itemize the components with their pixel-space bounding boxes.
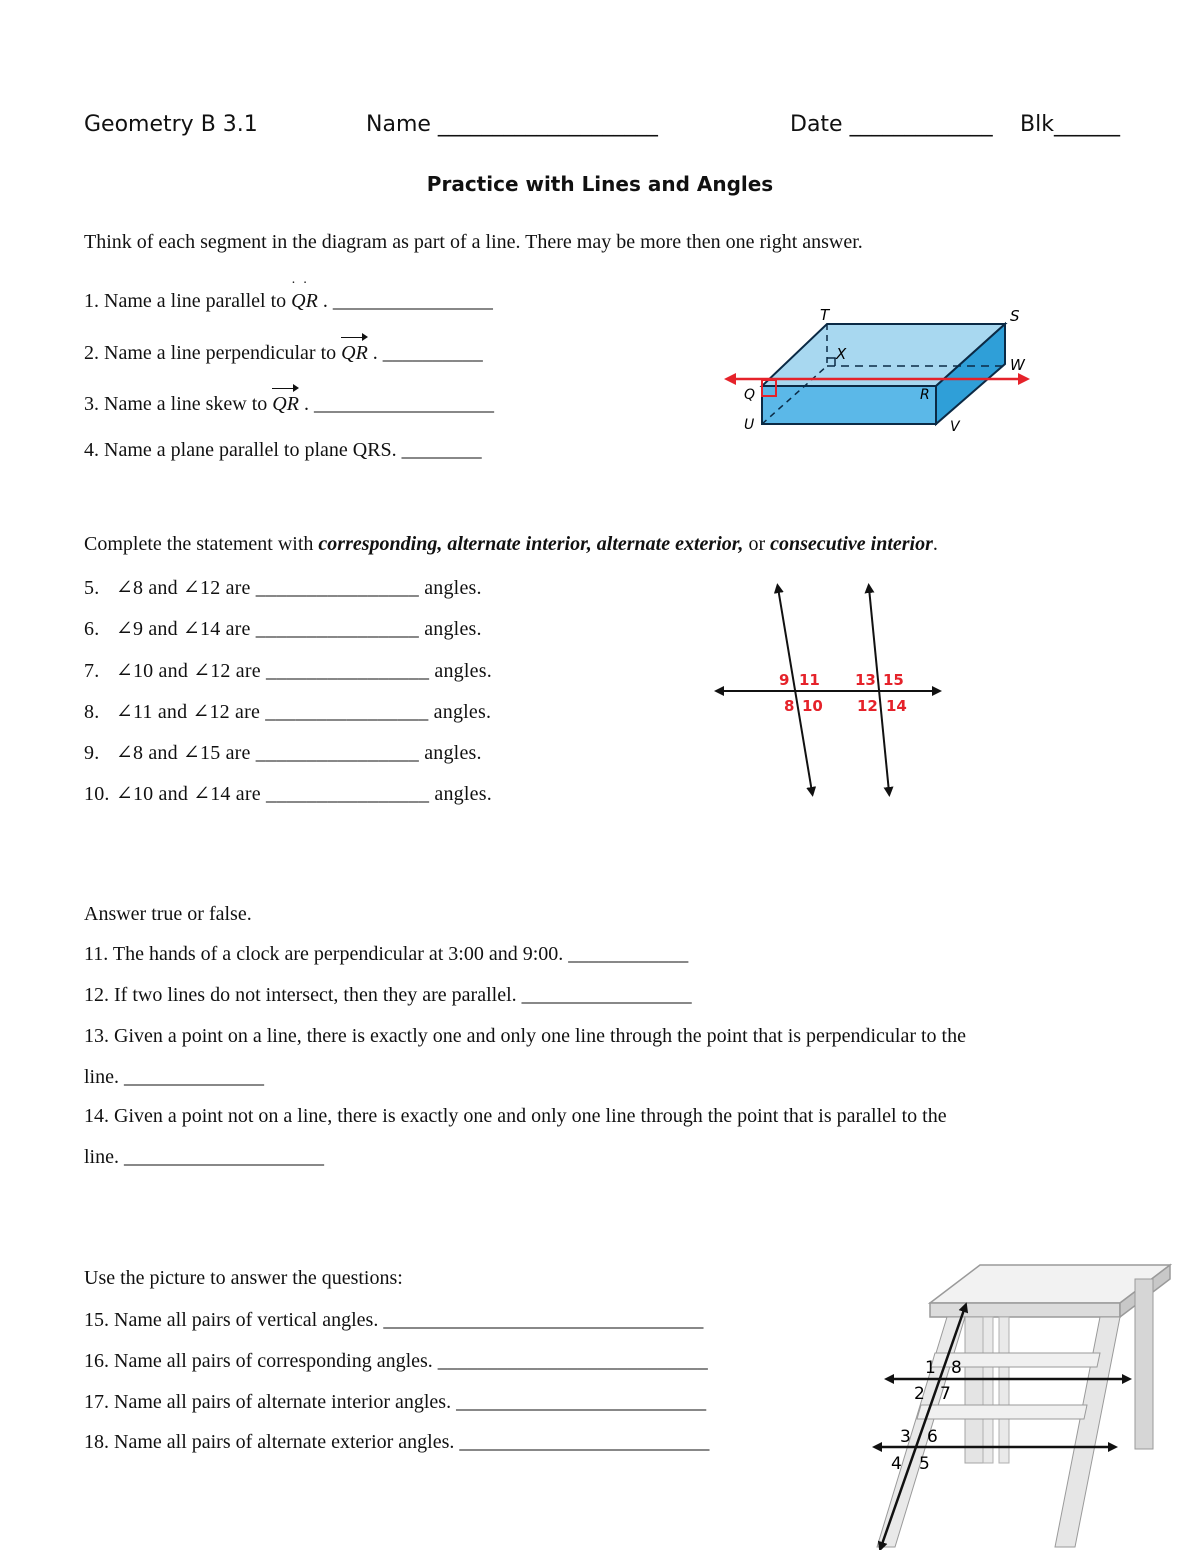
line-qr-arrow-left xyxy=(724,373,736,385)
label-s: S xyxy=(1010,307,1020,325)
q2-prefix: 2. Name a line perpendicular to xyxy=(84,342,342,364)
section2-instruction xyxy=(84,533,938,556)
q7-text: ∠10 and ∠12 are ________________ angles. xyxy=(116,660,492,682)
question-14-line1: 14. Given a point not on a line, there is exactly one and only one line through the point that is parallel to the xyxy=(84,1105,947,1127)
section3-instruction: Answer true or false. xyxy=(84,903,252,925)
stool-angle-4: 4 xyxy=(891,1454,902,1474)
stool-back-leg-left xyxy=(965,1317,983,1463)
q3-symbol: QR xyxy=(272,393,299,415)
label-w: W xyxy=(1010,356,1025,374)
stool-angle-5: 5 xyxy=(919,1454,930,1474)
question-18: 18. Name all pairs of alternate exterior angles. _________________________ xyxy=(84,1431,710,1453)
stool-angle-7: 7 xyxy=(940,1384,951,1404)
question-17: 17. Name all pairs of alternate interior angles. _________________________ xyxy=(84,1391,707,1413)
angle-label-8: 8 xyxy=(784,697,795,715)
question-13-line1: 13. Given a point on a line, there is exactly one and only one line through the point that is perpendicular to the xyxy=(84,1025,966,1047)
q1-symbol: QR · · xyxy=(291,290,318,313)
blk-field[interactable]: Blk______ xyxy=(1020,112,1120,137)
instruction-last-term: consecutive interior xyxy=(770,533,933,555)
course-label: Geometry B 3.1 xyxy=(84,112,258,137)
stool-transversal xyxy=(881,1307,965,1547)
label-x: X xyxy=(836,345,847,363)
question-12: 12. If two lines do not intersect, then they are parallel. _________________ xyxy=(84,984,692,1006)
question-8 xyxy=(84,699,491,724)
label-v: V xyxy=(950,419,960,435)
stool-diagram xyxy=(865,1255,1185,1550)
q6-text: ∠9 and ∠14 are ________________ angles. xyxy=(116,618,482,640)
transversal-diagram xyxy=(705,578,950,803)
label-q: Q xyxy=(744,387,756,403)
question-16: 16. Name all pairs of corresponding angles. ___________________________ xyxy=(84,1350,708,1372)
q3-prefix: 3. Name a line skew to xyxy=(84,393,273,415)
label-r: R xyxy=(920,387,930,403)
instruction-prefix: Complete the statement with xyxy=(84,533,319,555)
question-14-line2: line. ____________________ xyxy=(84,1146,324,1168)
stool-slat-1 xyxy=(983,1317,993,1463)
angle-label-15: 15 xyxy=(883,671,904,689)
question-2 xyxy=(84,342,483,365)
stool-angle-1: 1 xyxy=(925,1358,936,1378)
line-qr-arrow-right xyxy=(1018,373,1030,385)
q8-number: 8. xyxy=(84,701,100,723)
section1-instruction: Think of each segment in the diagram as part of a line. There may be more then one right answer. xyxy=(84,231,863,253)
instruction-or: or xyxy=(743,533,771,555)
q1-suffix: . ________________ xyxy=(317,290,493,312)
stool-back-leg-right xyxy=(1135,1279,1153,1449)
stool-slat-2 xyxy=(999,1317,1009,1463)
q9-number: 9. xyxy=(84,742,100,764)
angle-label-11: 11 xyxy=(799,671,820,689)
angle-label-14: 14 xyxy=(886,697,907,715)
instruction-end: . xyxy=(932,533,938,555)
angle-label-12: 12 xyxy=(857,697,878,715)
name-field[interactable]: Name ____________________ xyxy=(366,112,658,137)
q5-number: 5. xyxy=(84,577,100,599)
q1-prefix: 1. Name a line parallel to xyxy=(84,290,292,312)
question-3 xyxy=(84,393,494,416)
question-6 xyxy=(84,616,482,641)
angle-label-9: 9 xyxy=(779,671,790,689)
label-u: U xyxy=(744,417,755,433)
stool-rung-lower xyxy=(917,1405,1087,1419)
q7-number: 7. xyxy=(84,660,100,682)
box-front-face xyxy=(762,386,936,424)
question-11: 11. The hands of a clock are perpendicular at 3:00 and 9:00. ____________ xyxy=(84,943,689,965)
q2-symbol: QR xyxy=(341,342,368,364)
stool-angle-8: 8 xyxy=(951,1358,962,1378)
stool-front-leg-right xyxy=(1055,1317,1120,1547)
question-5 xyxy=(84,575,482,600)
q8-text: ∠11 and ∠12 are ________________ angles. xyxy=(116,701,492,723)
q9-text: ∠8 and ∠15 are ________________ angles. xyxy=(116,742,482,764)
question-7 xyxy=(84,658,492,683)
instruction-terms: corresponding, alternate interior, alternate exterior, xyxy=(318,533,744,555)
question-9 xyxy=(84,740,482,765)
q10-text: ∠10 and ∠14 are ________________ angles. xyxy=(116,783,492,805)
q6-number: 6. xyxy=(84,618,100,640)
stool-angle-2: 2 xyxy=(914,1384,925,1404)
q5-text: ∠8 and ∠12 are ________________ angles. xyxy=(116,577,482,599)
question-15: 15. Name all pairs of vertical angles. ________________________________ xyxy=(84,1309,704,1331)
box-diagram xyxy=(720,300,1040,440)
label-t: T xyxy=(820,306,830,324)
stool-seat-front xyxy=(930,1303,1120,1317)
question-13-line2: line. ______________ xyxy=(84,1066,264,1088)
stool-angle-6: 6 xyxy=(927,1427,938,1447)
date-field[interactable]: Date _____________ xyxy=(790,112,993,137)
question-1 xyxy=(84,290,493,313)
angle-label-13: 13 xyxy=(855,671,876,689)
q3-suffix: . __________________ xyxy=(298,393,494,415)
page-title: Practice with Lines and Angles xyxy=(426,172,774,196)
stool-angle-3: 3 xyxy=(900,1427,911,1447)
angle-label-10: 10 xyxy=(802,697,823,715)
section4-instruction: Use the picture to answer the questions: xyxy=(84,1267,403,1289)
question-10 xyxy=(84,781,492,806)
q10-number: 10. xyxy=(84,783,110,805)
question-4: 4. Name a plane parallel to plane QRS. ________ xyxy=(84,439,482,461)
q2-suffix: . __________ xyxy=(367,342,483,364)
